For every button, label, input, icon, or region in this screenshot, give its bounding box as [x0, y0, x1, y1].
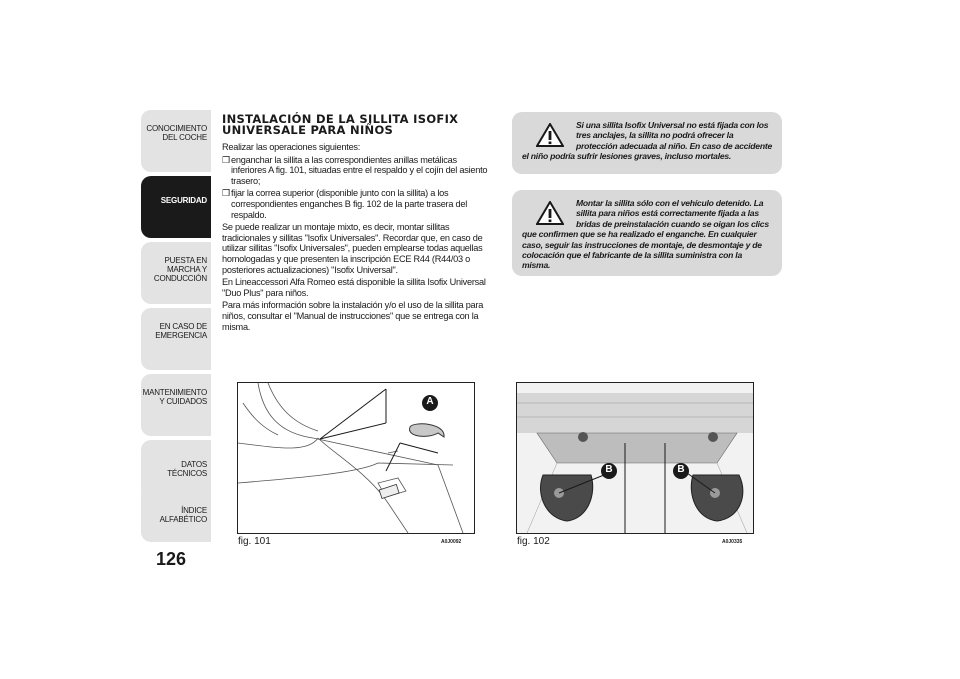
- section-heading: INSTALACIÓN DE LA SILLITA ISOFIX UNIVERSALE PARA NIÑOS: [222, 112, 459, 137]
- tab-conocimiento-del-coche[interactable]: CONOCIMIENTO DEL COCHE: [141, 110, 211, 172]
- tab-datos-tecnicos[interactable]: DATOS TÉCNICOS: [141, 440, 211, 502]
- main-text-column: [222, 114, 494, 334]
- tab-seguridad[interactable]: SEGURIDAD: [141, 176, 211, 238]
- checkbox-bullet-icon: ❒: [222, 188, 230, 199]
- callout-label-a: A: [426, 396, 434, 407]
- figure-code: A0J0092: [441, 539, 462, 545]
- figure-caption: fig. 102: [517, 536, 550, 547]
- body-paragraph: En Lineaccessori Alfa Romeo está disponible la sillita Isofix Universal "Duo Plus" para niños.: [222, 277, 486, 298]
- list-item: ❒ fijar la correa superior (disponible junto con la sillita) a los correspondientes enganches B fig. 102 de la parte trasera del respaldo.: [222, 188, 468, 220]
- figure-code: A0J0335: [722, 539, 743, 545]
- tab-indice-alfabetico[interactable]: ÍNDICE ALFABÉTICO: [141, 486, 211, 542]
- tab-en-caso-de-emergencia[interactable]: EN CASO DE EMERGENCIA: [141, 308, 211, 370]
- intro-text: Realizar las operaciones siguientes:: [222, 142, 361, 152]
- isofix-tether-anchors-drawing: [517, 383, 753, 533]
- checkbox-bullet-icon: ❒: [222, 154, 230, 165]
- warning-box: [512, 190, 782, 276]
- tab-mantenimiento[interactable]: MANTENIMIENTO Y CUIDADOS: [141, 374, 211, 436]
- warning-text: Si una sillita Isofix Universal no está fijada con los tres anclajes, la sillita no podrá ofrecer la protección adecuada al niño. En caso de accidente el niño podría sufrir lesiones graves, incluso mortales.: [522, 120, 772, 162]
- page-number: 126: [156, 549, 187, 569]
- body-paragraph: Se puede realizar un montaje mixto, es decir, montar sillitas tradicionales y sillitas "Isofix Universales". Recordar que, en caso de utilizar sillitas "Isofix Universales", pueden emplearse todas aquellas homologadas y que presenten la inscripción ECE R44 (R44/03 o posteriores actualizaciones) "Isofix Universal".: [222, 222, 483, 275]
- warning-triangle-icon: [536, 201, 564, 225]
- list-item: ❒ enganchar la sillita a las correspondientes anillas metálicas inferiores A fig. 101, situadas entre el respaldo y el cojín del asiento trasero;: [222, 154, 488, 186]
- callout-label-b-right: B: [677, 464, 685, 475]
- figure-102-illustration: [516, 382, 754, 534]
- tab-puesta-en-marcha[interactable]: PUESTA EN MARCHA Y CONDUCCIÓN: [141, 242, 211, 304]
- figure-101-illustration: [237, 382, 475, 534]
- figure-caption: fig. 101: [238, 536, 271, 547]
- isofix-seat-drawing: [238, 383, 474, 533]
- warning-triangle-icon: [536, 123, 564, 147]
- warning-box: [512, 112, 782, 174]
- body-paragraph: Para más información sobre la instalación y/o el uso de la sillita para niños, consultar el "Manual de instrucciones" que se entrega con la misma.: [222, 300, 484, 332]
- callout-label-b-left: B: [605, 464, 613, 475]
- warning-text: Montar la sillita sólo con el vehículo detenido. La sillita para niños está correctamente fijada a las bridas de preinstalación cuando se oigan los clics que confirmen que se ha realizado el enganche. En cualquier caso, seguir las instrucciones de montaje, de desmontaje y de colocación que el fabricante de la sillita suministra con la misma.: [522, 198, 769, 271]
